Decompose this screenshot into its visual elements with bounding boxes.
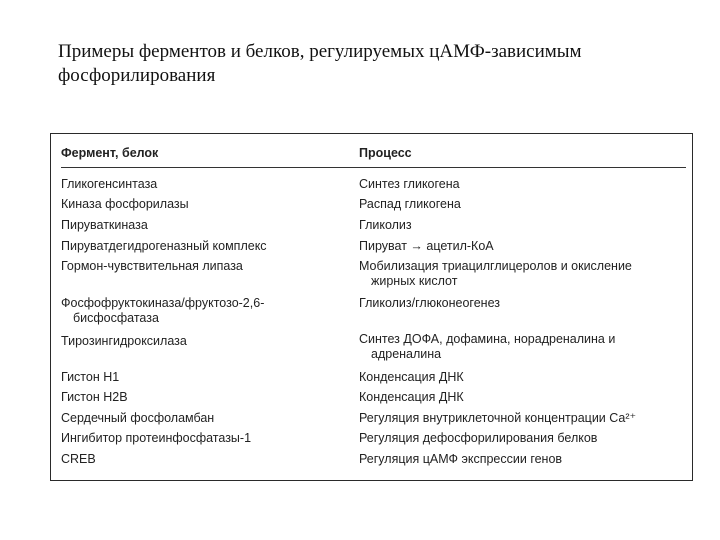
table-row-enzyme: Гликогенсинтаза	[61, 177, 158, 191]
table-row-process: Синтез гликогена	[359, 177, 460, 191]
table-row-enzyme: Пируватдегидрогеназный комплекс	[61, 239, 267, 253]
table-row-enzyme: Ингибитор протеинфосфатазы-1	[61, 431, 252, 445]
table-row-process: Регуляция внутриклеточной концентрации Са²⁺	[359, 411, 637, 425]
table-row-process: Мобилизация триацилглицеролов и окисление	[359, 259, 632, 273]
table-row-process: Распад гликогена	[359, 197, 461, 211]
table-row-process: Регуляция дефосфорилирования белков	[359, 431, 598, 445]
header-divider	[61, 167, 686, 168]
table-row-process: Конденсация ДНК	[359, 370, 464, 384]
page-title: Примеры ферментов и белков, регулируемых цАМФ-зависимым фосфорилирования	[58, 41, 582, 86]
table-row-enzyme-cont: бисфосфатаза	[73, 311, 159, 325]
table-row-process: Пируват → ацетил-КоА	[359, 239, 494, 253]
header-process: Процесс	[359, 146, 412, 160]
table-row-process: Гликолиз	[359, 218, 412, 232]
table-row-process: Синтез ДОФА, дофамина, норадреналина и	[359, 332, 616, 346]
table-row-process: Конденсация ДНК	[359, 390, 464, 404]
table-row-enzyme: Гистон Н1	[61, 370, 120, 384]
table-row-process-cont: жирных кислот	[371, 274, 458, 288]
table-row-process: Гликолиз/глюконеогенез	[359, 296, 500, 310]
header-enzyme: Фермент, белок	[61, 146, 159, 160]
table-row-enzyme: Пируваткиназа	[61, 218, 148, 232]
table-row-process-cont: адреналина	[371, 347, 442, 361]
table-row-enzyme: Гистон Н2В	[61, 390, 128, 404]
table-row-enzyme: Киназа фосфорилазы	[61, 197, 189, 211]
enzyme-table	[50, 133, 693, 481]
table-row-enzyme: Тирозингидроксилаза	[61, 334, 187, 348]
table-row-enzyme: Гормон-чувствительная липаза	[61, 259, 243, 273]
table-row-enzyme: Сердечный фосфоламбан	[61, 411, 215, 425]
table-row-enzyme: CREB	[61, 452, 96, 466]
table-row-enzyme: Фосфофруктокиназа/фруктозо-2,6-	[61, 296, 265, 310]
table-row-process: Регуляция цАМФ экспрессии генов	[359, 452, 563, 466]
